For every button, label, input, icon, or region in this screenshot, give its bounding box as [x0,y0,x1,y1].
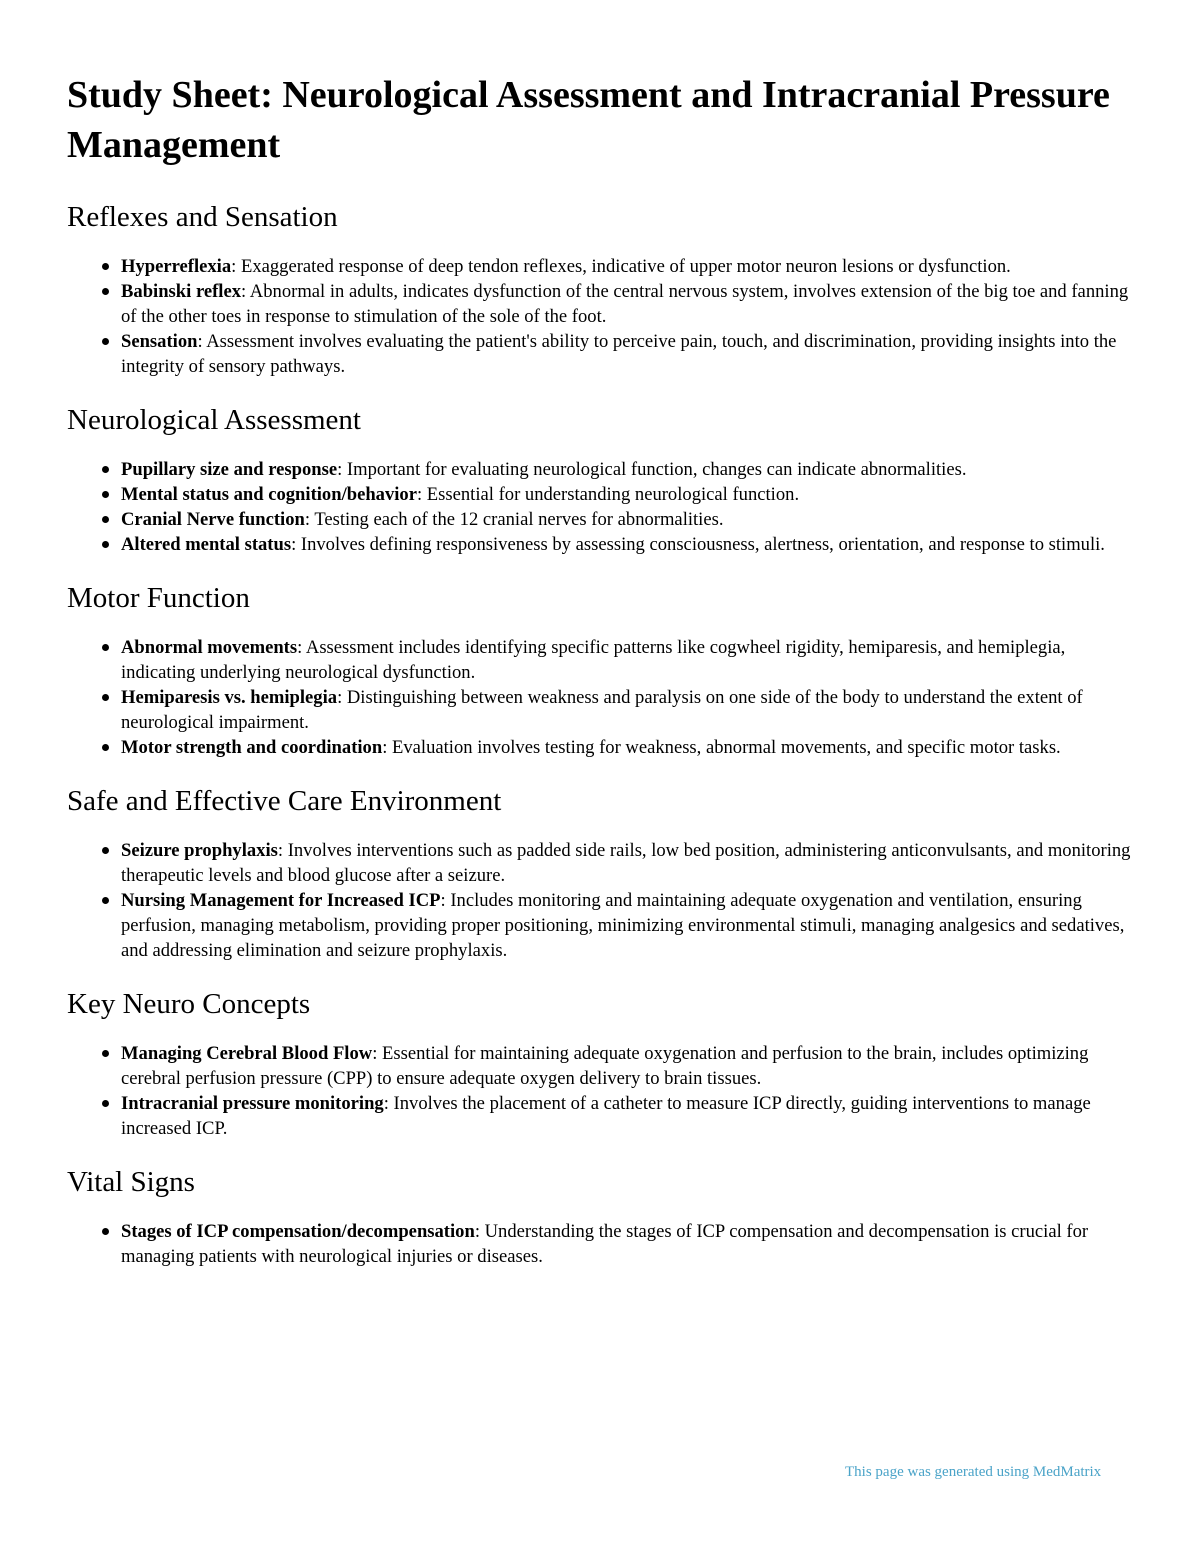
item-term: Stages of ICP compensation/decompensation [121,1221,475,1242]
bullet-icon [102,491,109,498]
item-description: : Involves interventions such as padded side rails, low bed position, administering anticonvulsants, and monitoring therapeutic levels and blood glucose after a seizure. [121,840,1131,886]
list-item [121,482,1133,507]
list-item [121,507,1133,532]
bullet-list [67,635,1133,760]
item-description: : Essential for understanding neurological function. [416,484,800,505]
bullet-icon [102,1228,109,1235]
item-term: Altered mental status [121,534,292,555]
item-term: Pupillary size and response [121,459,338,480]
list-item [121,532,1133,557]
bullet-list [67,1041,1133,1141]
section-neurological-assessment [67,403,1133,557]
list-item [121,685,1133,735]
section-key-neuro-concepts [67,987,1133,1141]
bullet-icon [102,644,109,651]
section-heading: Neurological Assessment [67,404,361,436]
item-description: : Involves the placement of a catheter to measure ICP directly, guiding interventions to manage increased ICP. [121,1093,1091,1139]
item-description: : Involves defining responsiveness by assessing consciousness, alertness, orientation, and response to stimuli. [291,534,1105,555]
item-description: : Testing each of the 12 cranial nerves for abnormalities. [304,509,724,530]
list-item [121,888,1133,963]
bullet-icon [102,516,109,523]
bullet-list [67,1219,1133,1269]
item-term: Mental status and cognition/behavior [121,484,417,505]
bullet-list [67,457,1133,557]
item-description: : Evaluation involves testing for weakness, abnormal movements, and specific motor tasks. [382,737,1061,758]
list-item [121,457,1133,482]
page-title: Study Sheet: Neurological Assessment and Intracranial Pressure Management [67,74,1110,166]
item-term: Sensation [121,331,198,352]
item-description: : Distinguishing between weakness and paralysis on one side of the body to understand the extent of neurological impairment. [121,687,1083,733]
list-item [121,279,1133,329]
list-item [121,1091,1133,1141]
list-item [121,254,1133,279]
bullet-icon [102,1100,109,1107]
item-term: Babinski reflex [121,281,242,302]
bullet-icon [102,847,109,854]
item-term: Hemiparesis vs. hemiplegia [121,687,338,708]
bullet-icon [102,288,109,295]
list-item [121,838,1133,888]
bullet-icon [102,338,109,345]
item-term: Seizure prophylaxis [121,840,278,861]
item-description: : Assessment includes identifying specific patterns like cogwheel rigidity, hemiparesis, and hemiplegia, indicating underlying neurological dysfunction. [121,637,1066,683]
section-vital-signs [67,1165,1133,1269]
item-term: Motor strength and coordination [121,737,383,758]
item-term: Abnormal movements [121,637,298,658]
list-item [121,635,1133,685]
bullet-icon [102,694,109,701]
bullet-icon [102,541,109,548]
footer-generated-note: This page was generated using MedMatrix [845,1464,1102,1480]
section-safe-and-effective-care-environment [67,784,1133,963]
item-description: : Exaggerated response of deep tendon reflexes, indicative of upper motor neuron lesions or dysfunction. [231,256,1011,277]
section-heading: Key Neuro Concepts [67,988,311,1020]
list-item [121,329,1133,379]
item-description: : Includes monitoring and maintaining adequate oxygenation and ventilation, ensuring perfusion, managing metabolism, providing proper positioning, minimizing environmental stimuli, managing analgesics and sedatives, and addressing elimination and seizure prophylaxis. [121,890,1125,961]
item-term: Nursing Management for Increased ICP [121,890,441,911]
item-description: : Assessment involves evaluating the patient's ability to perceive pain, touch, and discrimination, providing insights into the integrity of sensory pathways. [121,331,1117,377]
section-heading: Motor Function [67,582,250,614]
list-item [121,1041,1133,1091]
bullet-icon [102,263,109,270]
item-term: Hyperreflexia [121,256,232,277]
section-heading: Reflexes and Sensation [67,201,338,233]
item-term: Managing Cerebral Blood Flow [121,1043,373,1064]
item-description: : Essential for maintaining adequate oxygenation and perfusion to the brain, includes optimizing cerebral perfusion pressure (CPP) to ensure adequate oxygen delivery to brain tissues. [121,1043,1089,1089]
item-description: : Important for evaluating neurological function, changes can indicate abnormalities. [337,459,967,480]
item-description: : Understanding the stages of ICP compensation and decompensation is crucial for managing patients with neurological injuries or diseases. [121,1221,1089,1267]
bullet-list [67,254,1133,379]
bullet-icon [102,1050,109,1057]
bullet-list [67,838,1133,963]
bullet-icon [102,744,109,751]
item-term: Cranial Nerve function [121,509,305,530]
item-term: Intracranial pressure monitoring [121,1093,384,1114]
study-sheet [67,70,1133,1293]
item-description: : Abnormal in adults, indicates dysfunction of the central nervous system, involves extension of the big toe and fanning of the other toes in response to stimulation of the sole of the foot. [121,281,1129,327]
bullet-icon [102,897,109,904]
section-motor-function [67,581,1133,760]
bullet-icon [102,466,109,473]
list-item [121,735,1133,760]
list-item [121,1219,1133,1269]
section-reflexes-and-sensation [67,200,1133,379]
section-heading: Vital Signs [67,1166,195,1198]
section-heading: Safe and Effective Care Environment [67,785,502,817]
